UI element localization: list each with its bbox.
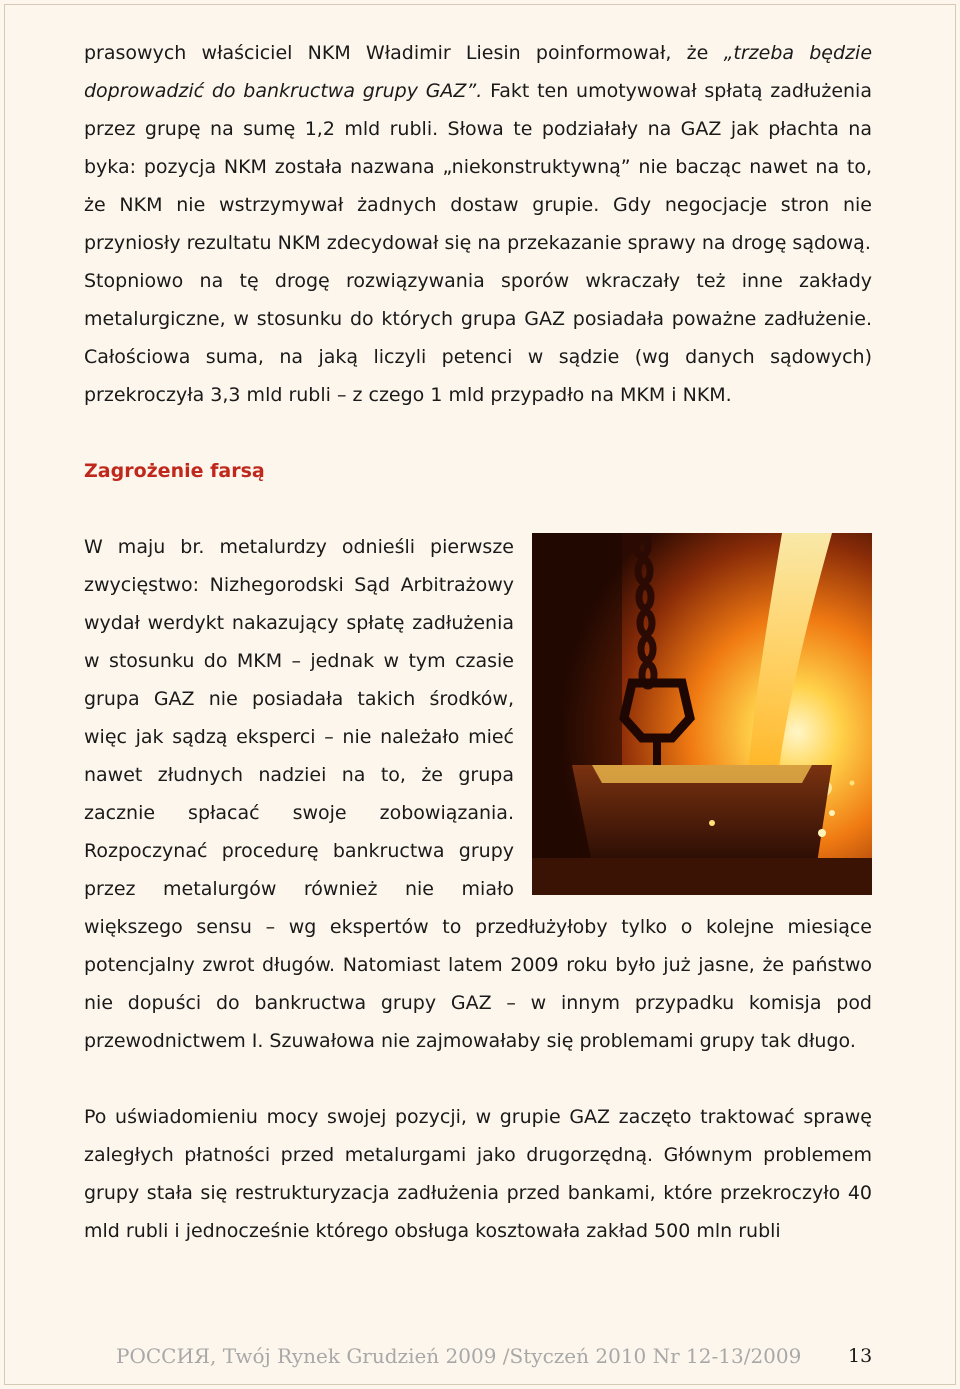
paragraph-spacer (84, 1060, 872, 1098)
footer-publication: РОССИЯ, Twój Rynek Grudzień 2009 /Styczeń 2010 Nr 12-13/2009 (116, 1344, 802, 1368)
paragraph-1-rest: Fakt ten umotywował spłatą zadłużenia przez grupę na sumę 1,2 mld rubli. Słowa te podziałały na GAZ jak płachta na byka: pozycja NKM została nazwana „niekonstruktywną” nie bacząc nawet na to, że NKM nie wstrzymywał żadnych dostaw grupie. Gdy negocjacje stron nie przyniosły rezultatu NKM zdecydował się na przekazanie sprawy na drogę sądową. (84, 80, 872, 254)
steel-pouring-photo (532, 533, 872, 895)
quote-italic: „trzeba będzie doprowadzić do bankructwa grupy GAZ”. (84, 42, 873, 102)
paragraph-1-continued: Stopniowo na tę drogę rozwiązywania sporów wkraczały też inne zakłady metalurgiczne, w stosunku do których grupa GAZ posiadała poważne zadłużenie. Całościowa suma, na jaką liczyli petenci w sądzie (wg danych sądowych) przekroczyła 3,3 mld rubli – z czego 1 mld przypadło na MKM i NKM. (84, 270, 872, 406)
paragraph-1-start: prasowych właściciel NKM Władimir Liesin poinformował, że (84, 42, 724, 64)
paragraph-2: W maju br. metalurdzy odnieśli pierwsze zwycięstwo: Nizhegorodski Sąd Arbitrażowy wydał werdykt nakazujący spłatę zadłużenia w stosunku do MKM – jednak w tym czasie grupa GAZ nie posiadała takich środków, więc jak sądzą eksperci – nie należało mieć nawet złudnych nadziei na to, że grupa zacznie spłacać swoje zobowiązania. Rozpoczynać procedurę bankructwa grupy przez metalurgów również nie miało większego sensu – wg ekspertów to przedłużyłoby tylko o kolejne miesiące potencjalny zwrot długów. Natomiast latem 2009 roku było już jasne, że państwo nie dopuści do bankructwa grupy GAZ – w innym przypadku komisja pod przewodnictwem I. Szuwałowa nie zajmowałaby się problemami grupy tak długo. (84, 536, 872, 1052)
page-number: 13 (848, 1345, 873, 1367)
paragraph-1 (84, 34, 872, 262)
article-body (84, 34, 872, 1250)
page-footer (116, 1338, 876, 1374)
section-heading: Zagrożenie farsą (84, 460, 265, 482)
paragraph-3: Po uświadomieniu mocy swojej pozycji, w grupie GAZ zaczęto traktować sprawę zaległych płatności przed metalurgami jako drugorzędną. Głównym problemem grupy stała się restrukturyzacja zadłużenia przed bankami, które przekroczyło 40 mld rubli i jednocześnie którego obsługa kosztowała zakład 500 mln rubli (84, 1106, 872, 1242)
